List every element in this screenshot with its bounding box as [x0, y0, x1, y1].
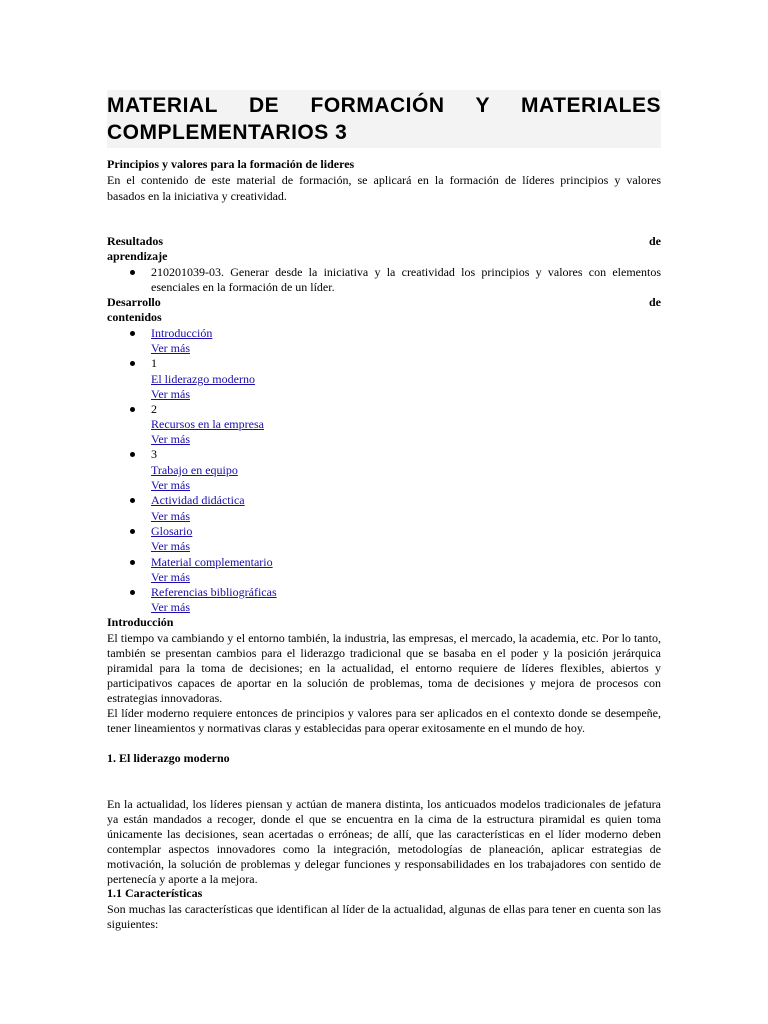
toc-link-trabajo[interactable]: Trabajo en equipo	[151, 463, 238, 477]
bullet-icon	[130, 560, 135, 565]
toc-number-2: 2	[151, 402, 157, 416]
title-line-2: COMPLEMENTARIOS 3	[107, 121, 348, 144]
section-1-heading: 1. El liderazgo moderno	[107, 751, 230, 765]
toc-ver-mas-material[interactable]: Ver más	[151, 570, 190, 584]
toc-link-material[interactable]: Material complementario	[151, 555, 273, 569]
desarrollo-de: de	[649, 295, 661, 309]
resultados-label: Resultados	[107, 234, 164, 248]
bullet-icon	[130, 529, 135, 534]
toc-ver-mas-recursos[interactable]: Ver más	[151, 432, 190, 446]
section-1-1-heading: 1.1 Características	[107, 886, 203, 900]
section-1-paragraph: En la actualidad, los líderes piensan y actúan de manera distinta, los anticuados modelos tradicionales de jefatura ya están mandados a recoger, donde el que se encuentra en la cima de la estructura piramidal es quien toma únicamente las decisiones, sean acertadas o erróneas; de allí, que las características en el líder moderno deben contemplar aspectos innovadores como la integración, metodologías de planeación, aplicar estrategias de motivación, la solución de problemas y delegar funciones y responsabilidades en los trabajadores con sentido de pertenecía y aporte a la mejora.	[107, 797, 661, 886]
bullet-icon	[130, 270, 135, 275]
resultado-item-line-2: esenciales en la formación de un líder.	[151, 280, 335, 294]
toc-ver-mas-trabajo[interactable]: Ver más	[151, 478, 190, 492]
toc-link-actividad[interactable]: Actividad didáctica	[151, 493, 245, 507]
toc-link-glosario[interactable]: Glosario	[151, 524, 193, 538]
toc-ver-mas-glosario[interactable]: Ver más	[151, 539, 190, 553]
resultados-heading	[107, 234, 661, 249]
resultados-continuation: aprendizaje	[107, 249, 168, 263]
introduccion-paragraph-2: El líder moderno requiere entonces de principios y valores para ser aplicados en el contexto donde se desempeñe, tener lineamientos y normativas claras y establecidas para operar exitosamente en el mundo de hoy.	[107, 706, 661, 735]
bullet-icon	[130, 452, 135, 457]
resultados-de: de	[649, 234, 661, 248]
section-1-1-paragraph: Son muchas las características que identifican al líder de la actualidad, algunas de ellas para tener en cuenta son las siguientes:	[107, 902, 661, 931]
toc-ver-mas-actividad[interactable]: Ver más	[151, 509, 190, 523]
toc-link-liderazgo[interactable]: El liderazgo moderno	[151, 372, 255, 386]
toc-number-3: 3	[151, 447, 157, 461]
title-line-1: MATERIAL DE FORMACIÓN Y MATERIALES	[107, 94, 661, 117]
desarrollo-label: Desarrollo	[107, 295, 161, 309]
resultado-item-line-1: 210201039-03. Generar desde la iniciativa y la creatividad los principios y valores con elementos	[151, 265, 661, 279]
toc-link-introduccion[interactable]: Introducción	[151, 326, 213, 340]
bullet-icon	[130, 331, 135, 336]
desarrollo-heading	[107, 295, 661, 310]
desarrollo-continuation: contenidos	[107, 310, 162, 324]
document-title	[107, 90, 661, 148]
toc-ver-mas-introduccion[interactable]: Ver más	[151, 341, 190, 355]
toc-ver-mas-referencias[interactable]: Ver más	[151, 600, 190, 614]
toc-link-referencias[interactable]: Referencias bibliográficas	[151, 585, 277, 599]
bullet-icon	[130, 407, 135, 412]
toc-link-recursos[interactable]: Recursos en la empresa	[151, 417, 264, 431]
intro-text-line-2: basados en la iniciativa y creatividad.	[107, 189, 287, 203]
toc-number-1: 1	[151, 356, 157, 370]
intro-text-line-1: En el contenido de este material de formación, se aplicará en la formación de líderes principios y valores	[107, 173, 661, 187]
bullet-icon	[130, 590, 135, 595]
introduccion-heading: Introducción	[107, 615, 174, 629]
introduccion-paragraph-1: El tiempo va cambiando y el entorno también, la industria, las empresas, el mercado, la academia, etc. Por lo tanto, también se presentan cambios para el liderazgo tradicional que se basaba en el poder y la posición jerárquica piramidal para la toma de decisiones; en la actualidad, el entorno requiere de líderes flexibles, abiertos y participativos capaces de aportar en la solución de problemas, toma de decisiones y mejora de procesos con estrategias innovadoras.	[107, 631, 661, 705]
bullet-icon	[130, 361, 135, 366]
subtitle: Principios y valores para la formación de lideres	[107, 157, 355, 171]
toc-ver-mas-liderazgo[interactable]: Ver más	[151, 387, 190, 401]
bullet-icon	[130, 498, 135, 503]
